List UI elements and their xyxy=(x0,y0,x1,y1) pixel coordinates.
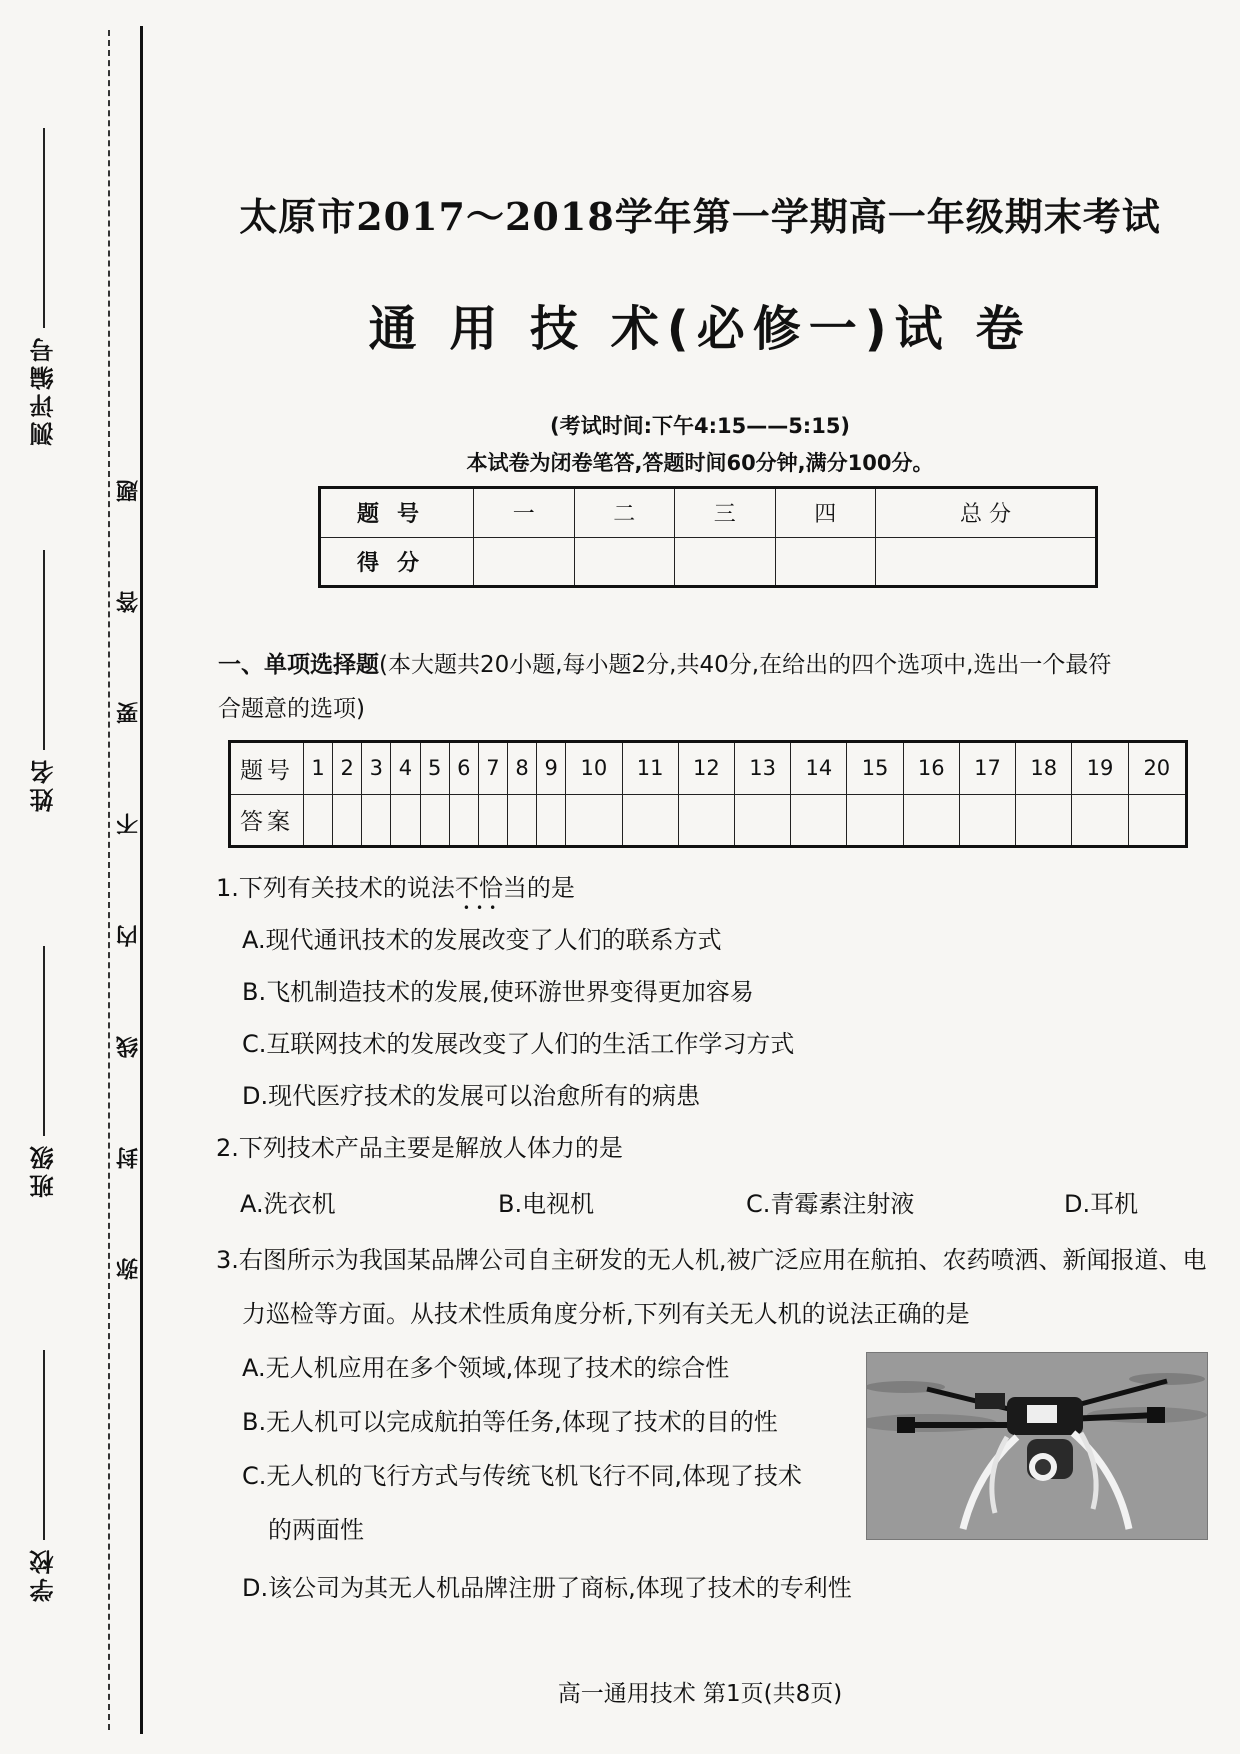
answer-number: 16 xyxy=(903,742,959,795)
score-cell[interactable] xyxy=(876,537,1097,587)
q1-option-b: B.飞机制造技术的发展,使环游世界变得更加容易 xyxy=(242,978,754,1006)
ceping-field[interactable] xyxy=(26,128,61,446)
score-cell[interactable] xyxy=(574,537,675,587)
answer-number: 2 xyxy=(333,742,362,795)
score-col-head: 二 xyxy=(574,488,675,538)
answer-box[interactable] xyxy=(622,794,678,847)
answer-box[interactable] xyxy=(791,794,847,847)
section1-heading xyxy=(218,646,1208,679)
seal-char: 弥 xyxy=(115,1258,142,1280)
q3-option-a: A.无人机应用在多个领域,体现了技术的综合性 xyxy=(242,1354,730,1382)
answer-box[interactable] xyxy=(847,794,903,847)
answer-box[interactable] xyxy=(1016,794,1072,847)
score-col-head: 一 xyxy=(474,488,575,538)
name-label: 姓名 xyxy=(29,756,58,812)
answer-number: 12 xyxy=(678,742,734,795)
score-table xyxy=(318,486,1098,588)
score-row-head: 得分 xyxy=(320,537,474,587)
answer-box[interactable] xyxy=(734,794,790,847)
section1-intro-cont: 合题意的选项) xyxy=(218,696,365,722)
answer-number: 1 xyxy=(304,742,333,795)
score-cell[interactable] xyxy=(474,537,575,587)
answer-number: 8 xyxy=(507,742,536,795)
answer-box[interactable] xyxy=(420,794,449,847)
q1-stem-post: 的是 xyxy=(526,874,575,902)
q1-option-a: A.现代通讯技术的发展改变了人们的联系方式 xyxy=(242,926,722,954)
q3-option-c: C.无人机的飞行方式与传统飞机飞行不同,体现了技术 xyxy=(242,1462,803,1490)
q2-stem: 2.下列技术产品主要是解放人体力的是 xyxy=(216,1134,623,1162)
answer-box[interactable] xyxy=(304,794,333,847)
answer-box[interactable] xyxy=(959,794,1015,847)
class-underline xyxy=(43,946,45,1136)
school-field[interactable] xyxy=(26,1350,61,1602)
drone-photo xyxy=(866,1352,1208,1540)
score-col-head: 三 xyxy=(675,488,776,538)
answer-box[interactable] xyxy=(333,794,362,847)
q1-option-d: D.现代医疗技术的发展可以治愈所有的病患 xyxy=(242,1082,701,1110)
q3-stem-line1: 3.右图所示为我国某品牌公司自主研发的无人机,被广泛应用在航拍、农药喷洒、新闻报道、电 xyxy=(216,1246,1207,1274)
answer-box-row xyxy=(230,794,1187,847)
class-label: 班级 xyxy=(29,1142,58,1198)
answer-box[interactable] xyxy=(449,794,478,847)
score-col-head: 总 分 xyxy=(876,488,1097,538)
ceping-label: 测评编号 xyxy=(29,334,58,446)
answer-number: 6 xyxy=(449,742,478,795)
answer-box[interactable] xyxy=(507,794,536,847)
answer-row-head: 答案 xyxy=(230,794,304,847)
answer-box[interactable] xyxy=(391,794,420,847)
score-col-head: 四 xyxy=(775,488,876,538)
q1-option-c: C.互联网技术的发展改变了人们的生活工作学习方式 xyxy=(242,1030,795,1058)
seal-char: 题 xyxy=(115,480,142,503)
answer-number: 11 xyxy=(622,742,678,795)
school-label: 学校 xyxy=(29,1546,58,1602)
answer-box[interactable] xyxy=(537,794,566,847)
name-underline xyxy=(43,550,45,750)
seal-char: 线 xyxy=(115,1035,142,1058)
q2-option-c: C.青霉素注射液 xyxy=(746,1190,915,1218)
answer-number: 18 xyxy=(1016,742,1072,795)
margin-solid-line xyxy=(140,26,143,1734)
score-table-header-row xyxy=(320,488,1097,538)
school-underline xyxy=(43,1350,45,1540)
answer-table xyxy=(228,740,1188,848)
answer-row-head: 题号 xyxy=(230,742,304,795)
seal-dashed-line xyxy=(108,30,110,1730)
q2-option-b: B.电视机 xyxy=(498,1190,595,1218)
score-cell[interactable] xyxy=(775,537,876,587)
exam-title: 太原市2017～2018学年第一学期高一年级期末考试 xyxy=(239,194,1161,239)
drone-icon xyxy=(867,1353,1207,1539)
answer-box[interactable] xyxy=(903,794,959,847)
q3-option-b: B.无人机可以完成航拍等任务,体现了技术的目的性 xyxy=(242,1408,778,1436)
answer-box[interactable] xyxy=(1072,794,1128,847)
exam-note: 本试卷为闭卷笔答,答题时间60分钟,满分100分。 xyxy=(466,451,934,475)
answer-number: 13 xyxy=(734,742,790,795)
answer-box[interactable] xyxy=(362,794,391,847)
score-table-score-row xyxy=(320,537,1097,587)
section1-title: 一、单项选择题 xyxy=(218,652,379,678)
seal-char: 不 xyxy=(115,813,142,836)
section1-intro: (本大题共20小题,每小题2分,共40分,在给出的四个选项中,选出一个最符 xyxy=(379,652,1112,678)
q3-option-d: D.该公司为其无人机品牌注册了商标,体现了技术的专利性 xyxy=(242,1574,852,1602)
answer-number: 4 xyxy=(391,742,420,795)
answer-number: 5 xyxy=(420,742,449,795)
score-row-head: 题号 xyxy=(320,488,474,538)
seal-char: 封 xyxy=(115,1146,142,1169)
answer-number: 14 xyxy=(791,742,847,795)
page-footer: 高一通用技术 第1页(共8页) xyxy=(557,1681,843,1707)
seal-char: 要 xyxy=(115,702,142,725)
q1-stem xyxy=(216,868,575,903)
answer-number: 9 xyxy=(537,742,566,795)
answer-number: 3 xyxy=(362,742,391,795)
seal-notice xyxy=(116,480,140,1280)
seal-char: 内 xyxy=(115,924,142,947)
answer-number: 20 xyxy=(1128,742,1186,795)
class-field[interactable] xyxy=(26,946,61,1198)
answer-number: 15 xyxy=(847,742,903,795)
q2-option-a: A.洗衣机 xyxy=(240,1190,336,1218)
answer-box[interactable] xyxy=(1128,794,1186,847)
answer-box[interactable] xyxy=(566,794,622,847)
answer-number: 10 xyxy=(566,742,622,795)
answer-number: 7 xyxy=(478,742,507,795)
seal-char: 答 xyxy=(115,591,142,614)
paper-title: 通 用 技 术(必修一)试 卷 xyxy=(368,301,1032,357)
answer-number-row xyxy=(230,742,1187,795)
exam-time: (考试时间:下午4:15——5:15) xyxy=(549,414,851,438)
q2-option-d: D.耳机 xyxy=(1064,1190,1139,1218)
answer-number: 19 xyxy=(1072,742,1128,795)
answer-box[interactable] xyxy=(478,794,507,847)
name-field[interactable] xyxy=(26,550,61,812)
q3-option-c-cont: 的两面性 xyxy=(268,1516,364,1544)
ceping-underline xyxy=(43,128,45,328)
q1-stem-pre: 1.下列有关技术的说法 xyxy=(216,874,455,902)
answer-box[interactable] xyxy=(678,794,734,847)
score-cell[interactable] xyxy=(675,537,776,587)
q1-stem-emphasis: 不恰当 • • • xyxy=(455,874,527,902)
answer-number: 17 xyxy=(959,742,1015,795)
q3-stem-line2: 力巡检等方面。从技术性质角度分析,下列有关无人机的说法正确的是 xyxy=(242,1300,970,1328)
